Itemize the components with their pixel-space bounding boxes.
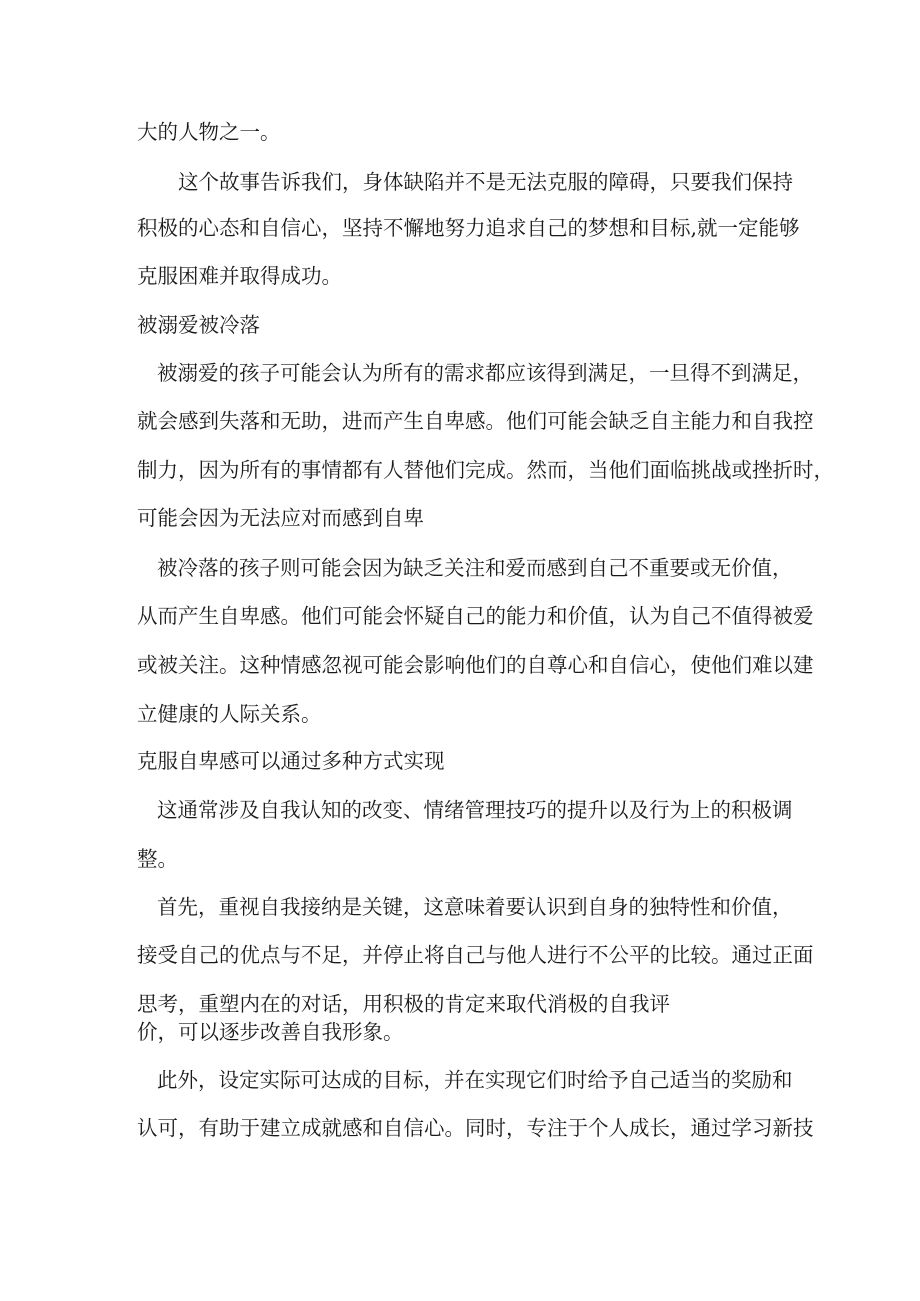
text-line: 首先，重视自我接纳是关键，这意味着要认识到自身的独特性和价值， xyxy=(157,895,793,919)
text-line: 此外，设定实际可达成的目标，并在实现它们时给予自己适当的奖励和 xyxy=(157,1068,793,1092)
section-heading: 被溺爱被冷落 xyxy=(137,313,260,337)
text-line: 克服困难并取得成功。 xyxy=(137,264,342,288)
text-line: 大的人物之一。 xyxy=(137,120,281,144)
text-line: 从而产生自卑感。他们可能会怀疑自己的能力和价值，认为自己不值得被爱 xyxy=(137,604,814,628)
text-line: 思考，重塑内在的对话，用积极的肯定来取代消极的自我评 xyxy=(137,992,670,1016)
text-line: 就会感到失落和无助，进而产生自卑感。他们可能会缺乏自主能力和自我控 xyxy=(137,409,814,433)
text-line: 认可，有助于建立成就感和自信心。同时，专注于个人成长，通过学习新技 xyxy=(137,1116,814,1140)
text-line: 立健康的人际关系。 xyxy=(137,702,322,726)
text-line: 这通常涉及自我认知的改变、情绪管理技巧的提升以及行为上的积极调 xyxy=(157,798,793,822)
text-line: 积极的心态和自信心，坚持不懈地努力追求自己的梦想和目标,就一定能够 xyxy=(137,216,800,240)
text-line: 这个故事告诉我们，身体缺陷并不是无法克服的障碍，只要我们保持 xyxy=(178,170,793,194)
text-line: 制力，因为所有的事情都有人替他们完成。然而，当他们面临挑战或挫折时， xyxy=(137,458,834,482)
text-line: 被溺爱的孩子可能会认为所有的需求都应该得到满足，一旦得不到满足， xyxy=(157,361,813,385)
section-heading: 克服自卑感可以通过多种方式实现 xyxy=(137,749,445,773)
text-line: 或被关注。这种情感忽视可能会影响他们的自尊心和自信心，使他们难以建 xyxy=(137,653,814,677)
text-line: 被冷落的孩子则可能会因为缺乏关注和爱而感到自己不重要或无价值， xyxy=(157,556,793,580)
text-line: 整。 xyxy=(137,847,178,871)
text-line: 接受自己的优点与不足，并停止将自己与他人进行不公平的比较。通过正面 xyxy=(137,943,814,967)
text-line: 价，可以逐步改善自我形象。 xyxy=(137,1020,404,1044)
text-line: 可能会因为无法应对而感到自卑 xyxy=(137,506,424,530)
